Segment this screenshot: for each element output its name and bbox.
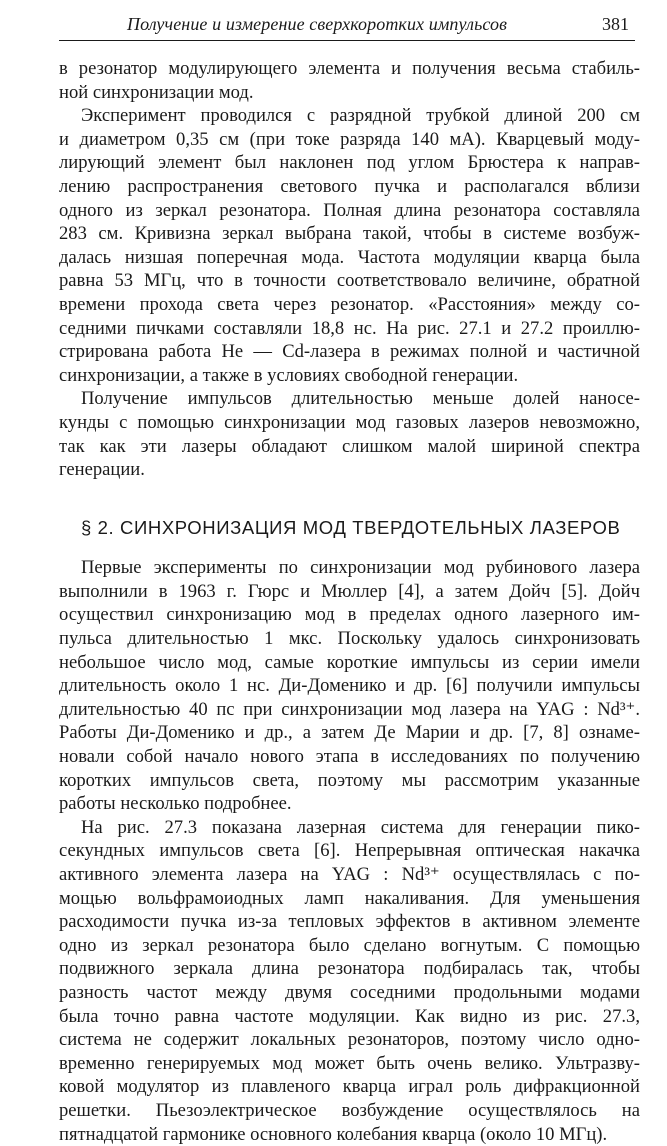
- text-line: активного элемента лазера на YAG : Nd³⁺ осуществлялась с по-: [59, 864, 640, 885]
- text-line: коротких импульсов света, поэтому мы рассмотрим указанные: [59, 769, 640, 791]
- page-header: [59, 10, 635, 41]
- text-line: ковой модулятор из плавленого кварца играл роль дифракционной: [59, 1076, 640, 1098]
- text-line: расходимости пучка из-за тепловых эффектов в активном элементе: [59, 911, 640, 933]
- text-line: далась низшая поперечная мода. Частота модуляции кварца была: [59, 246, 640, 268]
- text-line: осуществил синхронизацию мод в пределах одного лазерного им-: [59, 604, 640, 626]
- text-line: разность частот между двумя соседними продольными модами: [59, 981, 640, 1003]
- text-line: небольшое число мод, самые короткие импульсы из серии имели: [59, 651, 640, 673]
- paragraph-2: [59, 104, 640, 387]
- text-line: мощью вольфрамоиодных ламп накаливания. Для уменьшения: [59, 887, 640, 909]
- paragraph-3: [59, 387, 640, 481]
- running-title: Получение и измерение сверхкоротких импульсов: [126, 14, 508, 34]
- text-line: решетки. Пьезоэлектрическое возбуждение осуществлялось на: [59, 1099, 640, 1121]
- text-line: в резонатор модулирующего элемента и получения весьма стабиль-: [59, 58, 640, 79]
- paragraph-5: [59, 816, 640, 1146]
- paragraph-1: [59, 57, 640, 104]
- text-line: синхронизации, а также в условиях свободной генерации.: [59, 364, 519, 386]
- text-line: кунды с помощью синхронизации мод газовых лазеров невозможно,: [59, 411, 640, 433]
- text-line: выполнили в 1963 г. Гюрс и Мюллер [4], а затем Дойч [5]. Дойч: [59, 580, 640, 602]
- text-line: работы несколько подробнее.: [59, 793, 292, 815]
- text-line: длительность около 1 нс. Ди-Доменико и др. [6] получили импульсы: [59, 675, 640, 697]
- text-line: и диаметром 0,35 см (при токе разряда 140 мА). Кварцевый моду-: [59, 128, 640, 150]
- text-line: времени прохода света через резонатор. «Расстояния» между со-: [59, 293, 640, 315]
- page-number: 381: [602, 14, 629, 34]
- text-line: секундных импульсов света [6]. Непрерывная оптическая накачка: [59, 840, 640, 862]
- body-text: [59, 57, 640, 1146]
- text-line: одно из зеркал резонатора было сделано вогнутым. С помощью: [59, 934, 640, 956]
- text-line: Первые эксперименты по синхронизации мод рубинового лазера: [81, 557, 640, 579]
- section-heading: § 2. СИНХРОНИЗАЦИЯ МОД ТВЕРДОТЕЛЬНЫХ ЛАЗЕРОВ: [81, 516, 621, 538]
- text-line: была точно равна частоте модуляции. Как видно из рис. 27.3,: [59, 1005, 640, 1027]
- text-line: равна 53 МГц, что в точности соответствовало величине, обратной: [59, 270, 640, 292]
- text-line: пятнадцатой гармонике основного колебания кварца (около 10 МГц).: [59, 1123, 608, 1145]
- text-line: Эксперимент проводился с разрядной трубкой длиной 200 см: [81, 105, 640, 127]
- text-line: стрирована работа He — Cd-лазера в режимах полной и частичной: [59, 341, 640, 363]
- text-line: На рис. 27.3 показана лазерная система для генерации пико-: [81, 816, 640, 838]
- text-line: лению распространения светового пучка и располагался вблизи: [59, 175, 640, 197]
- text-line: 283 см. Кривизна зеркал выбрана такой, чтобы в системе возбуж-: [59, 223, 640, 245]
- text-line: новали собой начало нового этапа в исследованиях по получению: [59, 746, 640, 768]
- text-line: длительностью 40 пс при синхронизации мод лазера на YAG : Nd³⁺.: [59, 698, 640, 720]
- text-line: временно генерируемых мод может быть очень велико. Ультразву-: [59, 1052, 640, 1074]
- text-line: пульса длительностью 1 мкс. Поскольку удалось синхронизовать: [59, 628, 640, 650]
- paragraph-4: [59, 556, 640, 816]
- text-line: Работы Ди-Доменико и др., а затем Де Марии и др. [7, 8] ознаме-: [59, 722, 640, 744]
- text-line: подвижного зеркала длина резонатора подбиралась так, чтобы: [59, 958, 640, 980]
- text-line: одного из зеркал резонатора. Полная длина резонатора составляла: [59, 199, 640, 221]
- text-line: седними пичками составляли 18,8 нс. На рис. 27.1 и 27.2 проиллю-: [59, 317, 640, 339]
- text-line: генерации.: [59, 459, 145, 481]
- text-line: так как эти лазеры обладают слишком малой шириной спектра: [59, 435, 640, 457]
- text-line: Получение импульсов длительностью меньше долей наносе-: [81, 388, 640, 410]
- text-line: ной синхронизации мод.: [59, 81, 254, 103]
- text-line: система не содержит локальных резонаторов, поэтому число одно-: [59, 1029, 640, 1051]
- text-line: лирующий элемент был наклонен под углом Брюстера к направ-: [59, 152, 640, 174]
